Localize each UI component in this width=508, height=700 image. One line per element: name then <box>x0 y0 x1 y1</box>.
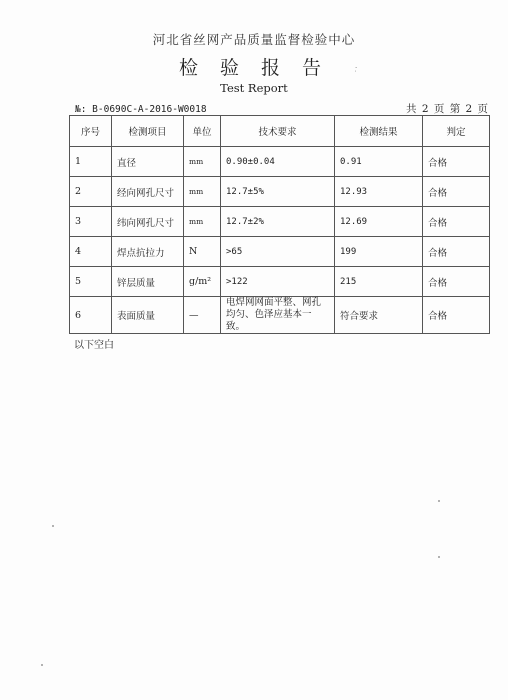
row-result: 12.69 <box>335 207 423 237</box>
row-verdict: 合格 <box>423 177 490 207</box>
header-verdict: 判定 <box>423 116 490 147</box>
row-requirement: 0.90±0.04 <box>221 147 335 177</box>
row-item: 纬向网孔尺寸 <box>112 207 184 237</box>
test-results-table <box>69 115 490 334</box>
row-unit: — <box>184 297 221 334</box>
scan-speck <box>438 500 440 502</box>
table-header-row <box>70 116 490 147</box>
row-verdict: 合格 <box>423 297 490 334</box>
report-number: №: B-0690C-A-2016-W0018 <box>75 104 207 115</box>
table-row <box>70 147 490 177</box>
row-unit: mm <box>184 207 221 237</box>
row-index: 2 <box>70 177 112 207</box>
row-index: 3 <box>70 207 112 237</box>
row-result: 199 <box>335 237 423 267</box>
row-unit: mm <box>184 147 221 177</box>
header-index: 序号 <box>70 116 112 147</box>
row-verdict: 合格 <box>423 237 490 267</box>
row-requirement: 电焊网网面平整、网孔均匀、色泽应基本一致。 <box>221 297 335 334</box>
table-row <box>70 177 490 207</box>
header-result: 检测结果 <box>335 116 423 147</box>
table-row <box>70 297 490 334</box>
row-item: 直径 <box>112 147 184 177</box>
table-row <box>70 207 490 237</box>
header-requirement: 技术要求 <box>221 116 335 147</box>
row-unit: g/m² <box>184 267 221 297</box>
row-requirement: 12.7±5% <box>221 177 335 207</box>
row-index: 1 <box>70 147 112 177</box>
scan-speck <box>438 556 440 558</box>
page-info: 共 2 页 第 2 页 <box>406 103 490 115</box>
row-index: 4 <box>70 237 112 267</box>
row-requirement: >65 <box>221 237 335 267</box>
header-item: 检测项目 <box>112 116 184 147</box>
row-index: 5 <box>70 267 112 297</box>
row-item: 经向网孔尺寸 <box>112 177 184 207</box>
row-verdict: 合格 <box>423 207 490 237</box>
table-row <box>70 237 490 267</box>
stray-mark: ·̣ <box>355 64 358 72</box>
table-row <box>70 267 490 297</box>
row-item: 焊点抗拉力 <box>112 237 184 267</box>
row-result: 12.93 <box>335 177 423 207</box>
row-verdict: 合格 <box>423 147 490 177</box>
row-requirement: 12.7±2% <box>221 207 335 237</box>
row-unit: N <box>184 237 221 267</box>
row-result: 0.91 <box>335 147 423 177</box>
row-index: 6 <box>70 297 112 334</box>
organization-name: 河北省丝网产品质量监督检验中心 <box>152 32 356 47</box>
row-verdict: 合格 <box>423 267 490 297</box>
header-unit: 单位 <box>184 116 221 147</box>
scan-speck <box>52 525 54 527</box>
row-requirement: >122 <box>221 267 335 297</box>
row-result: 符合要求 <box>335 297 423 334</box>
report-title-cn: 检 验 报 告 <box>178 57 330 79</box>
row-item: 锌层质量 <box>112 267 184 297</box>
scan-speck <box>41 664 43 666</box>
row-item: 表面质量 <box>112 297 184 334</box>
row-unit: mm <box>184 177 221 207</box>
row-result: 215 <box>335 267 423 297</box>
blank-below-note: 以下空白 <box>74 340 114 351</box>
report-title-en: Test Report <box>220 81 288 95</box>
